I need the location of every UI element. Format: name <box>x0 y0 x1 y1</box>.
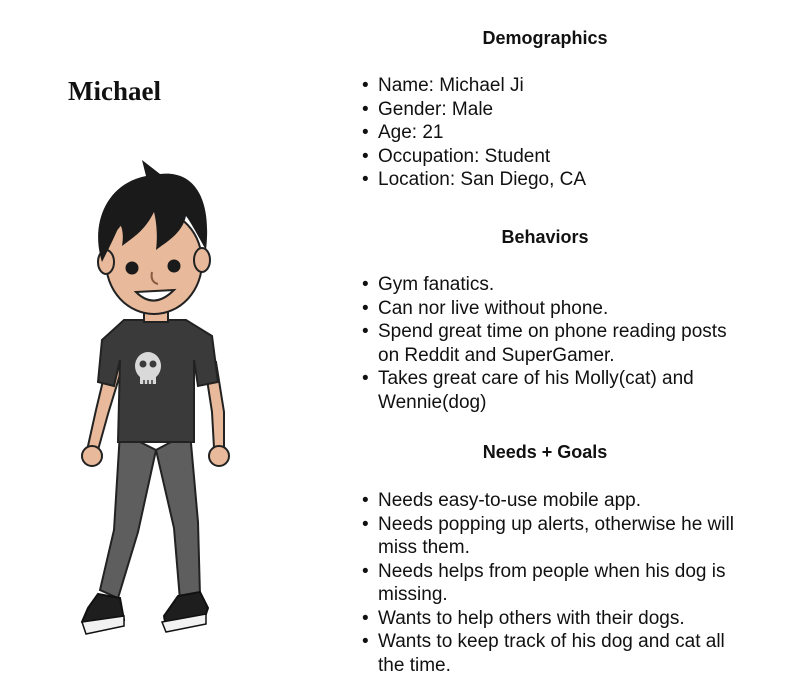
list-item: • Needs popping up alerts, otherwise he will miss them. <box>358 513 748 560</box>
list-item: • Needs easy-to-use mobile app. <box>358 489 748 513</box>
list-item: • Location: San Diego, CA <box>358 168 748 192</box>
list-item: • Occupation: Student <box>358 145 748 169</box>
list-item: • Needs helps from people when his dog is missing. <box>358 560 748 607</box>
behaviors-list <box>358 273 748 414</box>
demographics-list <box>358 74 748 192</box>
list-item: • Can nor live without phone. <box>358 297 748 321</box>
avatar-illustration <box>62 150 252 660</box>
list-item: • Gender: Male <box>358 98 748 122</box>
list-item: • Age: 21 <box>358 121 748 145</box>
list-item: • Takes great care of his Molly(cat) and Wennie(dog) <box>358 367 748 414</box>
left-shoe <box>82 594 124 634</box>
needs-goals-heading: Needs + Goals <box>482 442 608 462</box>
needs-goals-list <box>358 489 748 677</box>
list-item: • Wants to help others with their dogs. <box>358 607 748 631</box>
list-item: • Wants to keep track of his dog and cat all the time. <box>358 630 748 677</box>
list-item: • Spend great time on phone reading posts on Reddit and SuperGamer. <box>358 320 748 367</box>
persona-name: Michael <box>68 76 161 106</box>
shirt <box>98 320 218 442</box>
list-item: • Name: Michael Ji <box>358 74 748 98</box>
demographics-heading: Demographics <box>482 28 608 48</box>
pants <box>100 432 200 600</box>
list-item: • Gym fanatics. <box>358 273 748 297</box>
behaviors-heading: Behaviors <box>501 227 589 247</box>
right-shoe <box>162 592 208 632</box>
